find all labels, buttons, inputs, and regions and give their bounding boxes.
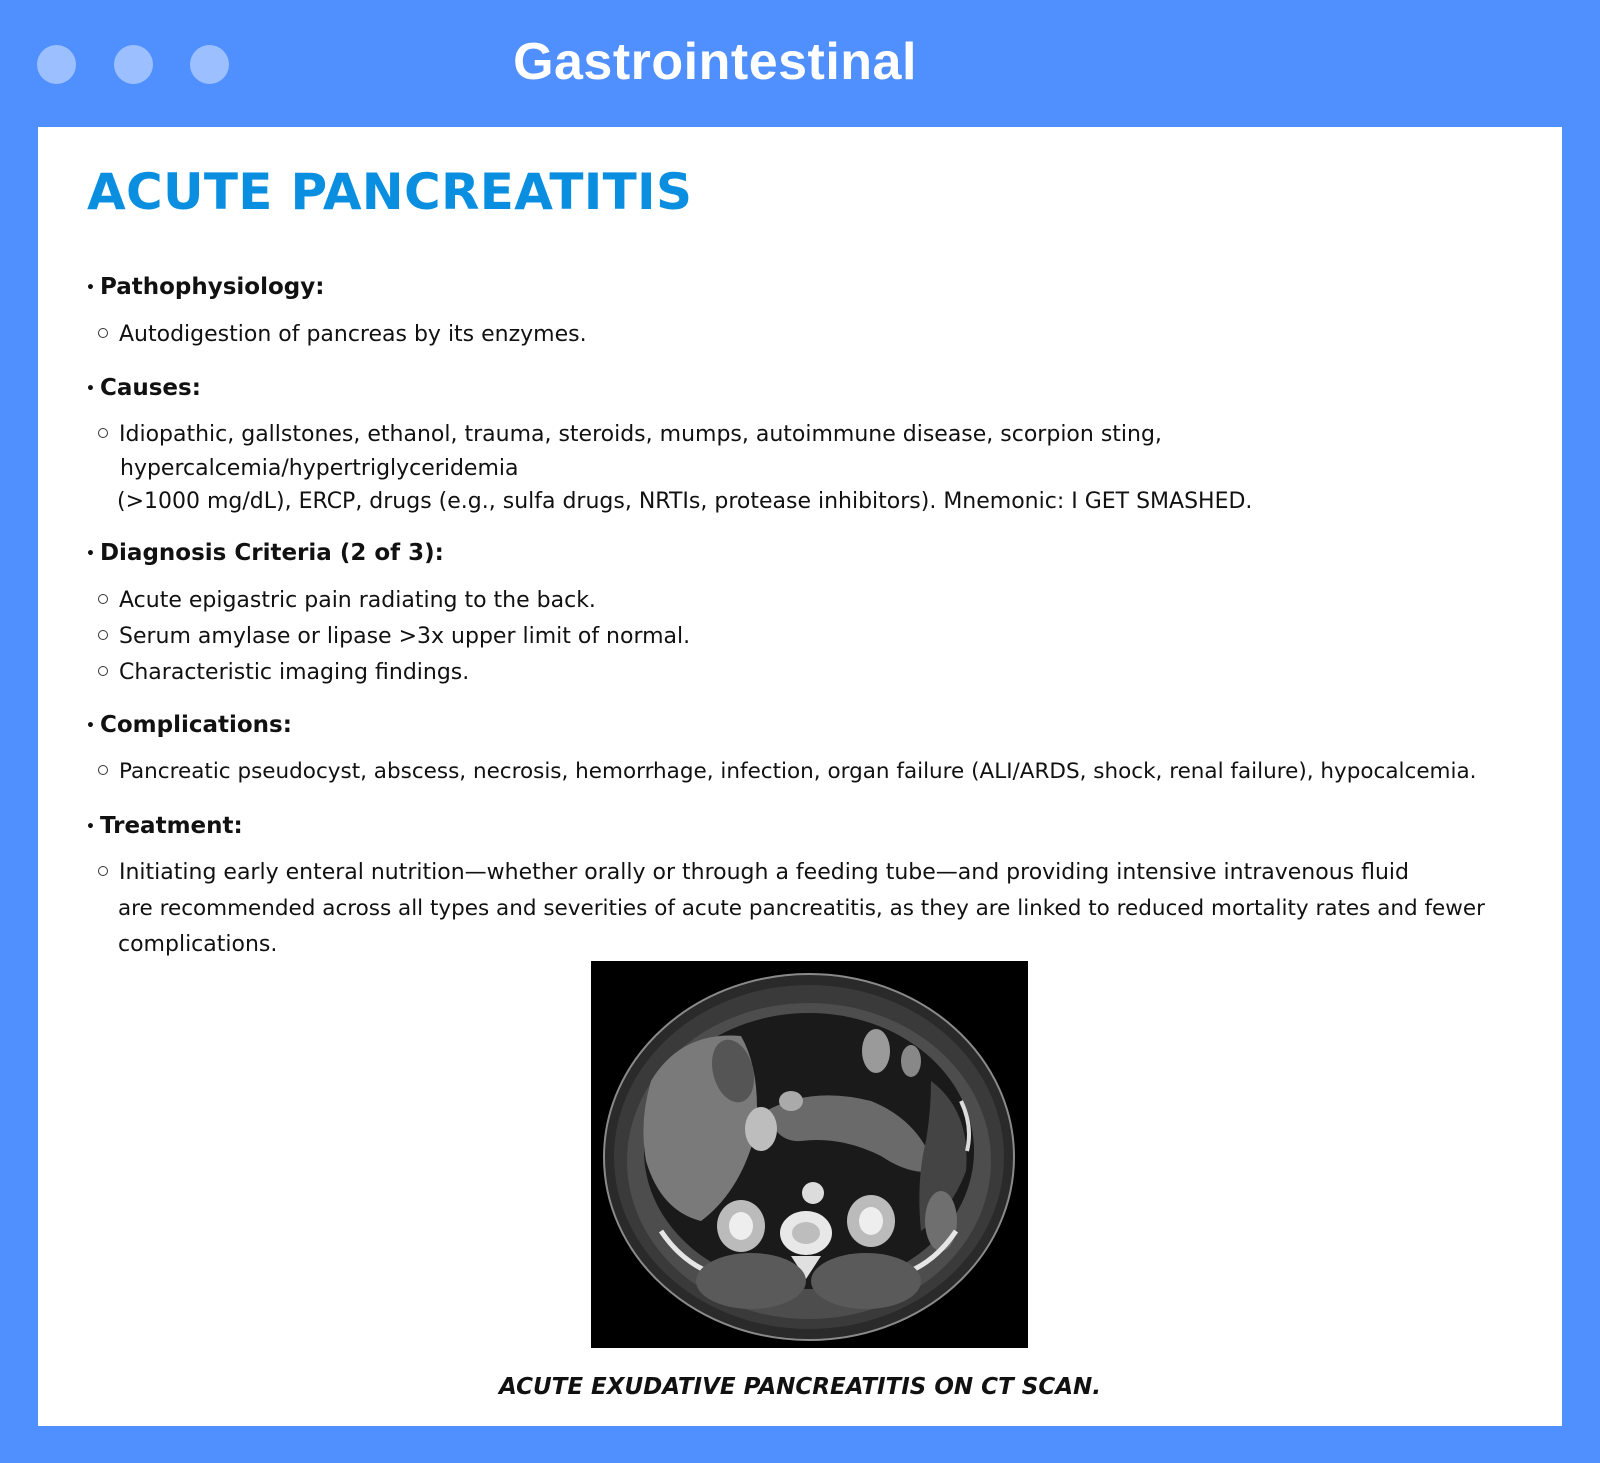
section-heading-causes: • Causes: xyxy=(86,375,201,401)
list-item-continuation: hypercalcemia/hypertriglyceridemia xyxy=(120,456,519,481)
list-item-continuation: complications. xyxy=(118,932,278,957)
window-title: Gastrointestinal xyxy=(513,33,917,91)
circle-bullet-icon xyxy=(98,594,108,604)
list-item: Pancreatic pseudocyst, abscess, necrosis, hemorrhage, infection, organ failure (ALI/ARDS, shock, renal failure), hypocalcemia. xyxy=(98,755,1476,789)
list-item: Characteristic imaging findings. xyxy=(98,656,469,690)
bullet-dot-icon: • xyxy=(86,380,95,397)
list-item: Acute epigastric pain radiating to the back. xyxy=(98,584,596,618)
bullet-dot-icon: • xyxy=(86,279,95,296)
section-heading-pathophysiology: • Pathophysiology: xyxy=(86,274,325,300)
circle-bullet-icon xyxy=(98,866,108,876)
list-item: Initiating early enteral nutrition—whether orally or through a feeding tube—and providing intensive intravenous fluid xyxy=(98,856,1409,890)
list-item: Autodigestion of pancreas by its enzymes. xyxy=(98,318,587,352)
bullet-dot-icon: • xyxy=(86,717,95,734)
circle-bullet-icon xyxy=(98,666,108,676)
section-heading-diagnosis: • Diagnosis Criteria (2 of 3): xyxy=(86,540,444,566)
list-item-continuation: (>1000 mg/dL), ERCP, drugs (e.g., sulfa drugs, NRTIs, protease inhibitors). Mnemonic: I GET SMASHED. xyxy=(117,489,1253,514)
section-heading-complications: • Complications: xyxy=(86,712,292,738)
circle-bullet-icon xyxy=(98,328,108,338)
page-title: ACUTE PANCREATITIS xyxy=(87,163,693,221)
circle-bullet-icon xyxy=(98,428,108,438)
ct-scan-illustration xyxy=(591,961,1028,1348)
list-item: Serum amylase or lipase >3x upper limit of normal. xyxy=(98,620,690,654)
list-item: Idiopathic, gallstones, ethanol, trauma, steroids, mumps, autoimmune disease, scorpion sting, xyxy=(98,418,1162,452)
content-panel xyxy=(38,127,1562,1426)
circle-bullet-icon xyxy=(98,765,108,775)
bullet-dot-icon: • xyxy=(86,818,95,835)
ct-scan-image xyxy=(591,961,1028,1348)
circle-bullet-icon xyxy=(98,630,108,640)
list-item-continuation: are recommended across all types and severities of acute pancreatitis, as they are linked to reduced mortality rates and fewer xyxy=(118,896,1485,921)
figure-caption: ACUTE EXUDATIVE PANCREATITIS ON CT SCAN. xyxy=(498,1374,1101,1400)
bullet-dot-icon: • xyxy=(86,545,95,562)
section-heading-treatment: • Treatment: xyxy=(86,813,243,839)
